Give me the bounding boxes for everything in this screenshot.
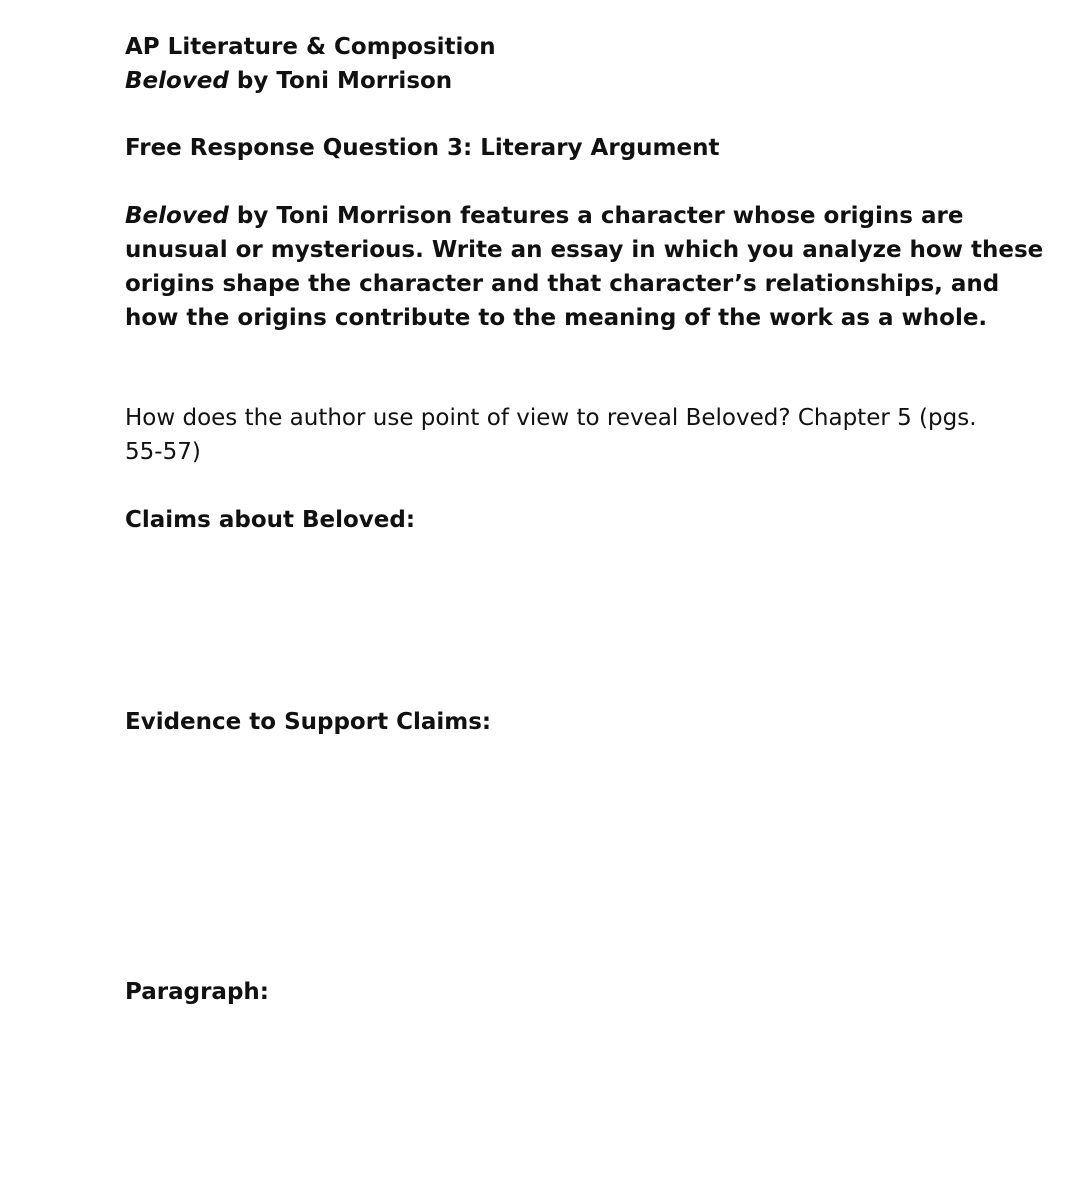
evidence-label: Evidence to Support Claims: — [125, 709, 492, 735]
claims-label: Claims about Beloved: — [125, 507, 416, 533]
focus-question — [125, 401, 985, 469]
evidence-answer-space[interactable] — [125, 742, 985, 972]
focus-question-line-1: How does the author use point of view to reveal Beloved? Chapter 5 (pgs. — [125, 405, 977, 431]
book-author: by Toni Morrison — [236, 68, 453, 94]
prompt-line-3: origins shape the character and that character’s relationships, and — [125, 271, 1000, 297]
prompt-book-title: Beloved — [125, 203, 229, 229]
book-heading — [125, 64, 452, 98]
paragraph-answer-space[interactable] — [125, 1012, 985, 1182]
claims-answer-space[interactable] — [125, 540, 985, 700]
prompt-line-1 — [125, 199, 985, 233]
essay-prompt — [125, 199, 1044, 335]
question-heading: Free Response Question 3: Literary Argument — [125, 135, 720, 161]
prompt-line-1-text: by Toni Morrison features a character whose origins are — [228, 203, 964, 229]
book-title: Beloved — [125, 68, 229, 94]
course-name: AP Literature & Composition — [125, 34, 496, 60]
prompt-line-2: unusual or mysterious. Write an essay in which you analyze how these — [125, 237, 1044, 263]
prompt-line-4: how the origins contribute to the meaning of the work as a whole. — [125, 305, 988, 331]
focus-question-line-2: 55-57) — [125, 439, 201, 465]
paragraph-label: Paragraph: — [125, 979, 269, 1005]
course-title — [125, 30, 496, 64]
